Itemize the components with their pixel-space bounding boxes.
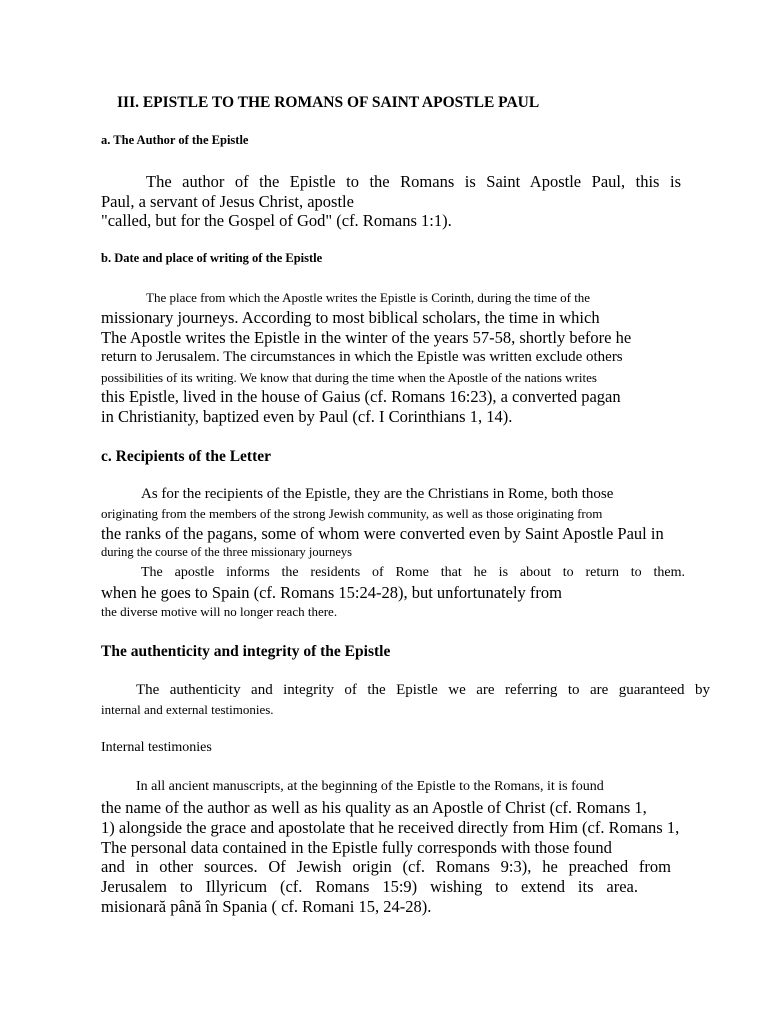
- paragraph-line: during the course of the three missionary journeys: [101, 545, 352, 559]
- page-title: III. EPISTLE TO THE ROMANS OF SAINT APOSTLE PAUL: [117, 94, 540, 111]
- paragraph-line: when he goes to Spain (cf. Romans 15:24-28), but unfortunately from: [101, 583, 562, 602]
- paragraph-line: Paul, a servant of Jesus Christ, apostle: [101, 192, 354, 211]
- paragraph-line: missionary journeys. According to most biblical scholars, the time in which: [101, 308, 600, 327]
- paragraph-line: The author of the Epistle to the Romans is Saint Apostle Paul, this is: [146, 172, 681, 191]
- paragraph-line: the diverse motive will no longer reach there.: [101, 604, 338, 619]
- paragraph-line: As for the recipients of the Epistle, they are the Christians in Rome, both those: [141, 486, 614, 502]
- paragraph-line: originating from the members of the strong Jewish community, as well as those originating from: [101, 506, 603, 521]
- paragraph-line: The personal data contained in the Epistle fully corresponds with those found: [101, 838, 612, 857]
- section-heading-authenticity: The authenticity and integrity of the Epistle: [101, 643, 391, 660]
- paragraph-line: return to Jerusalem. The circumstances in which the Epistle was written exclude others: [101, 349, 623, 365]
- paragraph-line: in Christianity, baptized even by Paul (cf. I Corinthians 1, 14).: [101, 407, 513, 426]
- paragraph-line: 1) alongside the grace and apostolate that he received directly from Him (cf. Romans 1,: [101, 818, 680, 837]
- paragraph-line: In all ancient manuscripts, at the beginning of the Epistle to the Romans, it is found: [136, 779, 604, 794]
- paragraph-line: Jerusalem to Illyricum (cf. Romans 15:9) wishing to extend its area.: [101, 877, 638, 896]
- paragraph-line: The place from which the Apostle writes the Epistle is Corinth, during the time of the: [146, 290, 591, 305]
- paragraph-line: misionară până în Spania ( cf. Romani 15, 24-28).: [101, 897, 432, 916]
- paragraph-line: the ranks of the pagans, some of whom were converted even by Saint Apostle Paul in: [101, 524, 664, 543]
- paragraph-line: and in other sources. Of Jewish origin (cf. Romans 9:3), he preached from: [101, 857, 671, 876]
- paragraph-line: possibilities of its writing. We know that during the time when the Apostle of the nations writes: [101, 370, 597, 385]
- paragraph-line: The Apostle writes the Epistle in the winter of the years 57-58, shortly before he: [101, 328, 632, 347]
- paragraph-line: the name of the author as well as his quality as an Apostle of Christ (cf. Romans 1,: [101, 798, 647, 817]
- section-heading-author: a. The Author of the Epistle: [101, 133, 249, 147]
- section-heading-recipients: c. Recipients of the Letter: [101, 448, 272, 465]
- paragraph-line: The authenticity and integrity of the Epistle we are referring to are guaranteed by: [136, 682, 710, 698]
- subheading-internal-testimonies: Internal testimonies: [101, 740, 212, 755]
- paragraph-line: "called, but for the Gospel of God" (cf. Romans 1:1).: [101, 211, 452, 230]
- paragraph-line: internal and external testimonies.: [101, 702, 274, 717]
- paragraph-line: this Epistle, lived in the house of Gaius (cf. Romans 16:23), a converted pagan: [101, 387, 621, 406]
- section-heading-date-place: b. Date and place of writing of the Epistle: [101, 251, 323, 265]
- paragraph-line: The apostle informs the residents of Rome that he is about to return to them.: [141, 565, 685, 580]
